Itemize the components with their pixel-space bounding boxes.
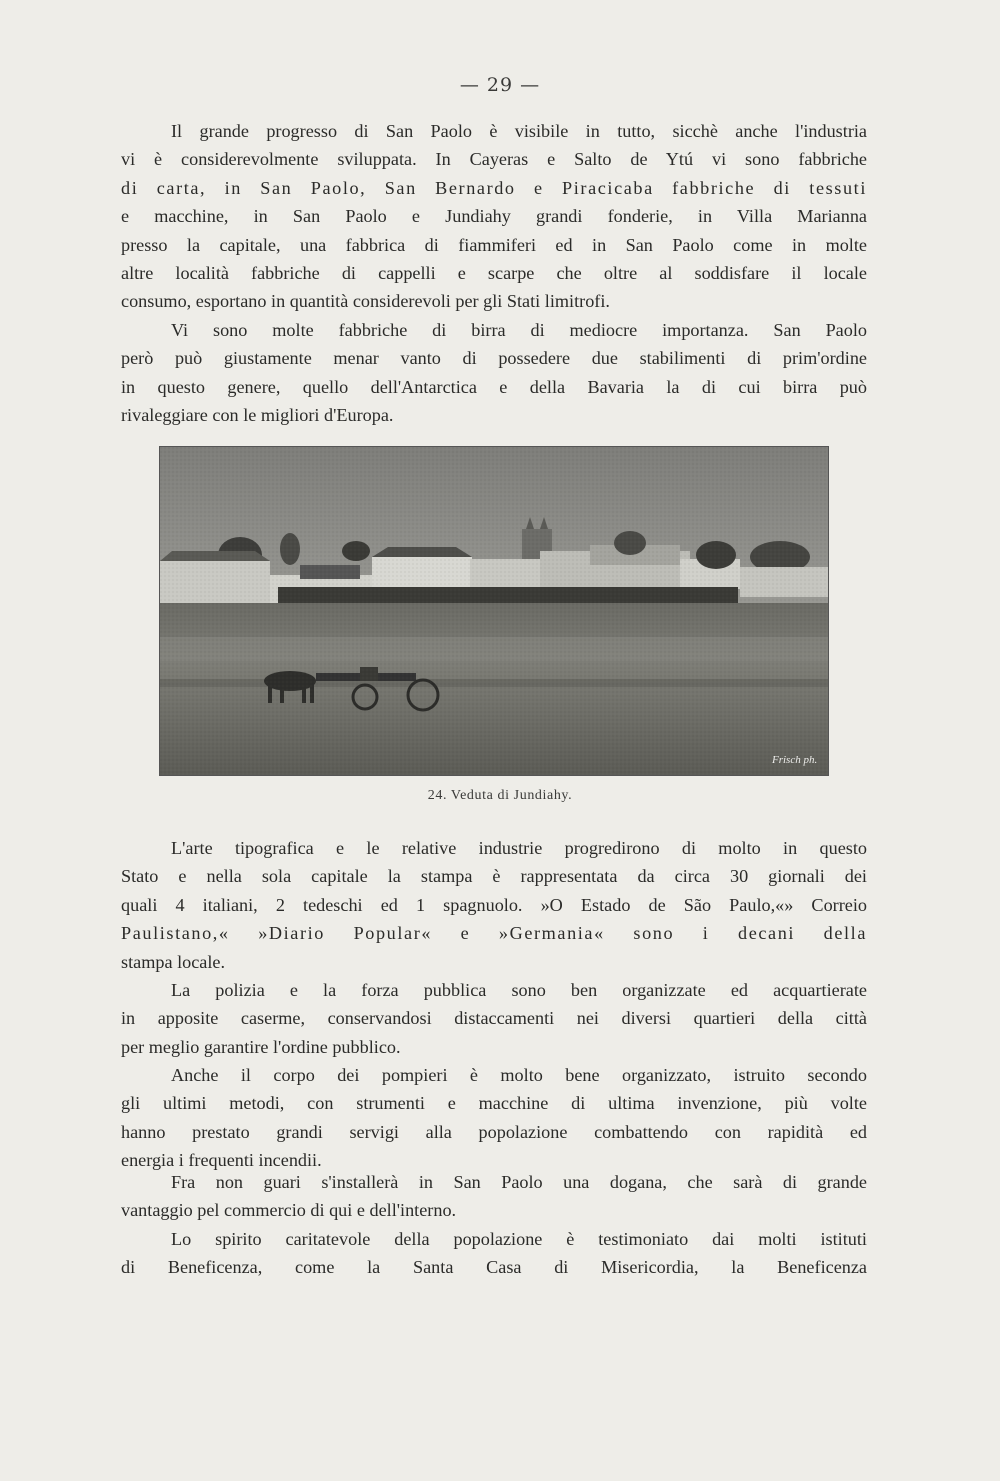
paragraph-police — [121, 976, 867, 1061]
text-line: consumo, esportano in quantità considerevoli per gli Stati limitrofi. — [121, 291, 610, 312]
text-line: Vi sono molte fabbriche di birra di mediocre importanza. San Paolo — [171, 320, 867, 340]
text-line: La polizia e la forza pubblica sono ben organizzate ed acquartierate — [171, 980, 867, 1000]
text-line: rivaleggiare con le migliori d'Europa. — [121, 405, 394, 426]
paragraph-charity — [121, 1225, 867, 1282]
paragraph-beer — [121, 316, 867, 430]
text-line: Stato e nella sola capitale la stampa è rappresentata da circa 30 giornali dei — [121, 866, 867, 887]
text-line: presso la capitale, una fabbrica di fiammiferi ed in San Paolo come in molte — [121, 234, 867, 255]
text-line: vi è considerevolmente sviluppata. In Cayeras e Salto de Ytú vi sono fabbriche — [121, 149, 867, 170]
text-line: stampa locale. — [121, 951, 226, 972]
text-line: per meglio garantire l'ordine pubblico. — [121, 1036, 401, 1057]
photographer-signature: Frisch ph. — [772, 754, 818, 766]
text-line: e macchine, in San Paolo e Jundiahy grandi fonderie, in Villa Marianna — [121, 206, 867, 227]
text-line: altre località fabbriche di cappelli e scarpe che oltre al soddisfare il locale — [121, 263, 867, 284]
text-line: di carta, in San Paolo, San Bernardo e Piracicaba fabbriche di tessuti — [121, 177, 867, 198]
text-line: di Beneficenza, come la Santa Casa di Misericordia, la Beneficenza — [121, 1257, 867, 1278]
text-line: hanno prestato grandi servigi alla popolazione combattendo con rapidità ed — [121, 1121, 867, 1142]
text-line: in apposite caserme, conservandosi distaccamenti nei diversi quartieri della città — [121, 1008, 867, 1029]
page-number: — 29 — — [459, 74, 541, 96]
text-line: vantaggio pel commercio di qui e dell'interno. — [121, 1200, 457, 1221]
text-line: Il grande progresso di San Paolo è visibile in tutto, sicchè anche l'industria — [171, 121, 867, 141]
photo-drawing — [160, 447, 829, 776]
paragraph-customs — [121, 1168, 867, 1225]
text-line: Lo spirito caritatevole della popolazione è testimoniato dai molti istituti — [171, 1229, 867, 1249]
text-line: Anche il corpo dei pompieri è molto bene organizzato, istruito secondo — [171, 1065, 867, 1085]
paragraph-industry — [121, 117, 867, 316]
text-line: Paulistano,« »Diario Popular« e »Germania« sono i decani della — [121, 923, 867, 944]
text-line: in questo genere, quello dell'Antarctica e della Bavaria la di cui birra può — [121, 376, 867, 397]
paragraph-firefighters — [121, 1061, 867, 1175]
text-line: Fra non guari s'installerà in San Paolo una dogana, che sarà di grande — [171, 1172, 867, 1192]
photo-veduta-jundiahy — [159, 446, 829, 776]
paragraph-typography — [121, 834, 867, 976]
text-line: energia i frequenti incendii. — [121, 1150, 322, 1171]
text-line: gli ultimi metodi, con strumenti e macchine di ultima invenzione, più volte — [121, 1093, 867, 1114]
text-line: L'arte tipografica e le relative industrie progredirono di molto in questo — [171, 838, 867, 858]
figure-caption: 24. Veduta di Jundiahy. — [427, 788, 573, 803]
text-line: però può giustamente menar vanto di possedere due stabilimenti di prim'ordine — [121, 348, 867, 369]
text-line: quali 4 italiani, 2 tedeschi ed 1 spagnuolo. »O Estado de São Paulo,«» Correio — [121, 894, 867, 915]
